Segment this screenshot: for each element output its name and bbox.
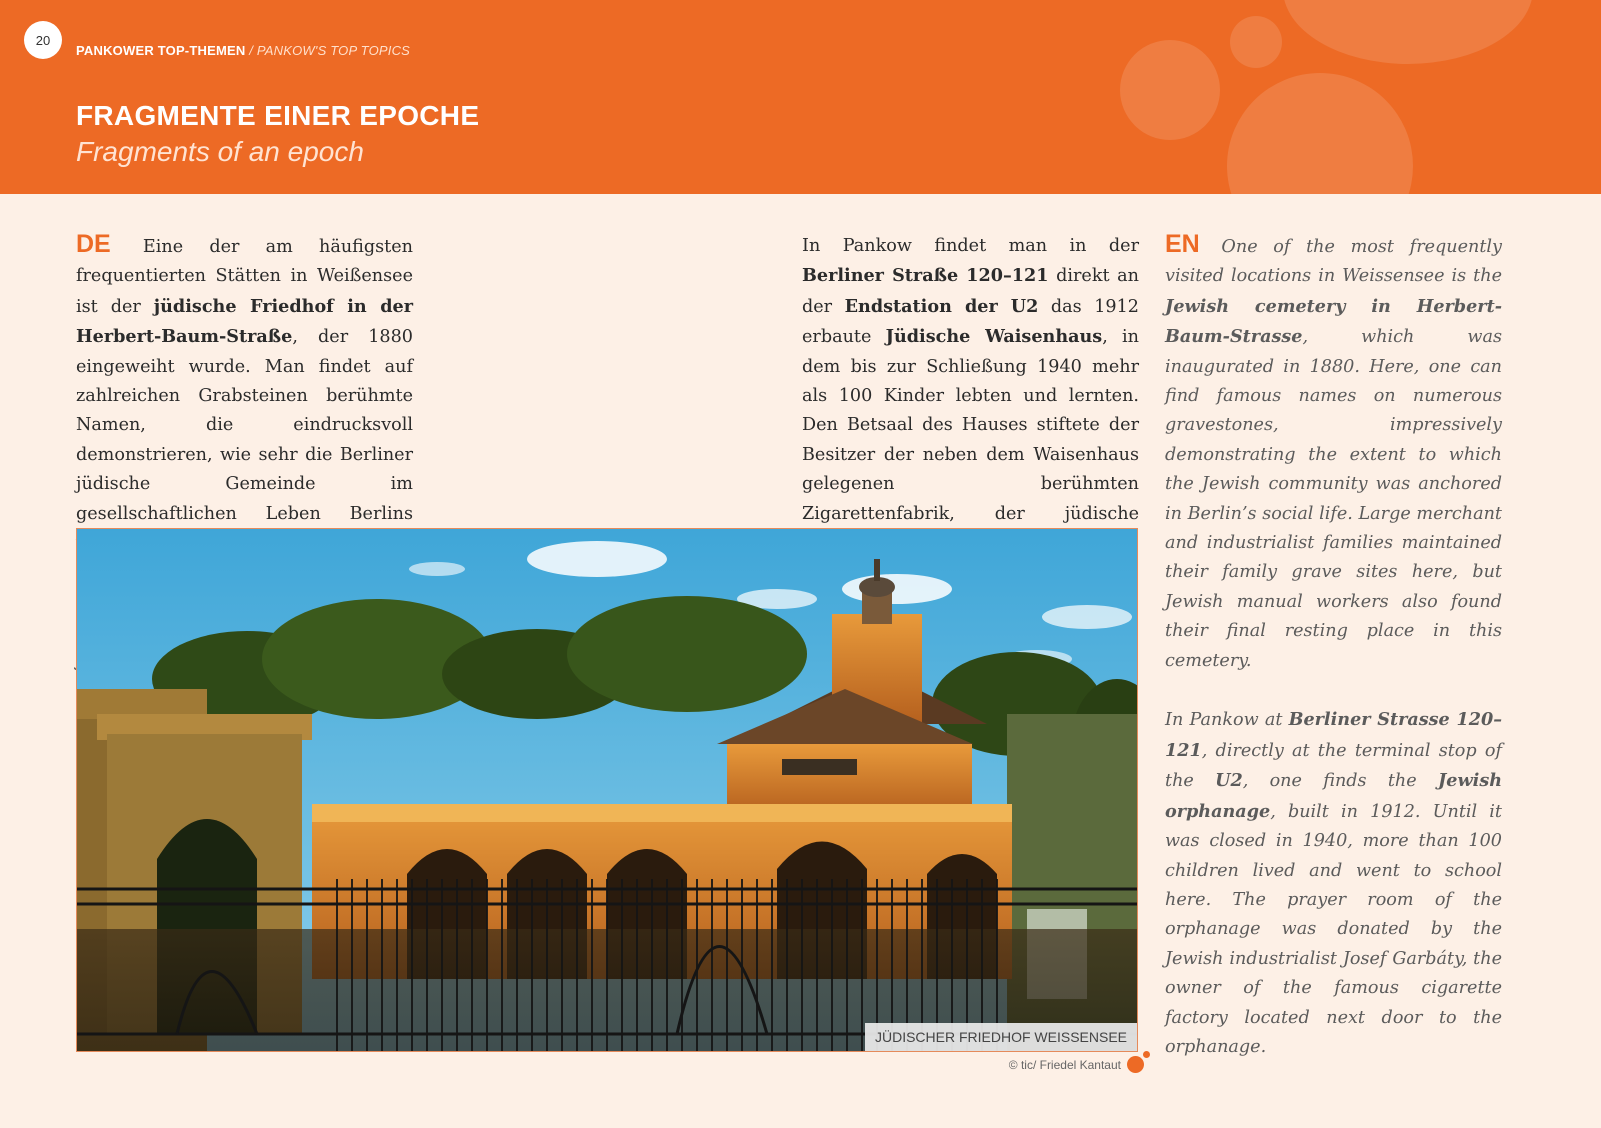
decor-dot	[1143, 1051, 1150, 1058]
photo-illustration	[77, 529, 1138, 1052]
decor-dot	[1127, 1056, 1144, 1073]
de-text: direkt an der	[802, 266, 1139, 317]
section-label-de: PANKOWER TOP-THEMEN	[76, 43, 246, 58]
en-text: , built in 1912. Until it was closed in 1940, more than 100 children lived and went to school here. The prayer room of the orphanage was donated by the Jewish industrialist Josef Garbáty, the owner of the famous cigarette factory located next door to the orphanage.	[1165, 801, 1502, 1057]
section-label-sep: /	[245, 43, 257, 58]
de-text: In Pankow findet man in der	[802, 236, 1139, 256]
section-label	[76, 43, 410, 58]
de-text-bold: Endstation der U2	[844, 295, 1039, 317]
photo-credit: © tic/ Friedel Kantaut	[1008, 1058, 1121, 1072]
language-tag-de: DE	[76, 230, 111, 258]
en-text: , which was inaugurated in 1880. Here, one can find famous names on numerous gravestones, impressively demonstrating the extent to which the Jewish community was anchored in Berlin’s social life. Large merchant and industrialist families maintained their family grave sites here, but Jewish manual workers also found their final resting place in this cemetery.	[1165, 327, 1502, 671]
en-text-bold: Berliner Strasse 120–121	[1165, 709, 1502, 761]
german-column-3	[802, 232, 1139, 558]
decor-circle	[1230, 16, 1282, 68]
photo-caption: JÜDISCHER FRIEDHOF WEISSENSEE	[865, 1023, 1137, 1051]
de-text: Eine der am häufigsten frequentierten Stätten in Weißensee ist der	[76, 237, 413, 317]
de-text-bold: Berliner Straße 120–121	[802, 265, 1049, 287]
en-text-bold: Jewish cemetery in Herbert-Baum-Strasse	[1165, 295, 1502, 348]
de-text: , der 1880 eingeweiht wurde. Man findet auf zahlreichen Grabsteinen berühmte Namen, die eindrucksvoll demonstrieren, wie sehr die Berliner jüdische Gemeinde im gesellschaftlichen Leben Berlins	[76, 327, 413, 524]
de-text-bold: Jüdische Waisenhaus	[885, 326, 1103, 348]
en-text: In Pankow at	[1165, 710, 1289, 731]
en-text: , directly at the terminal stop of the	[1165, 740, 1502, 792]
cemetery-photo	[76, 528, 1138, 1052]
de-text: das 1912 erbaute	[802, 296, 1139, 348]
de-text-bold: jüdische Friedhof in der Herbert-Baum-Straße	[76, 295, 413, 348]
decor-circle	[1227, 73, 1413, 194]
decor-circle	[1283, 0, 1533, 64]
en-text: One of the most frequently visited locations in Weissensee is the	[1165, 237, 1502, 287]
en-text: , one finds the	[1242, 771, 1438, 792]
language-tag-en: EN	[1165, 230, 1200, 258]
page-title-en: Fragments of an epoch	[76, 136, 364, 167]
en-text-bold: Jewish orphanage	[1165, 770, 1503, 822]
de-text: , in dem bis zur Schließung 1940 mehr als 100 Kinder lebten und lernten. Den Betsaal des Hauses stiftete der Besitzer der neben dem Waisenhaus gelegenen berühmten Zigarettenfabrik, der jüdische	[802, 327, 1140, 524]
page-number: 20	[24, 21, 62, 59]
english-column	[1165, 232, 1502, 1062]
decor-circle	[1120, 40, 1220, 140]
en-text-bold: U2	[1215, 770, 1243, 792]
page-title-de: FRAGMENTE EINER EPOCHE	[76, 100, 480, 131]
header-banner	[0, 0, 1601, 194]
section-label-en: PANKOW'S TOP TOPICS	[256, 43, 411, 58]
